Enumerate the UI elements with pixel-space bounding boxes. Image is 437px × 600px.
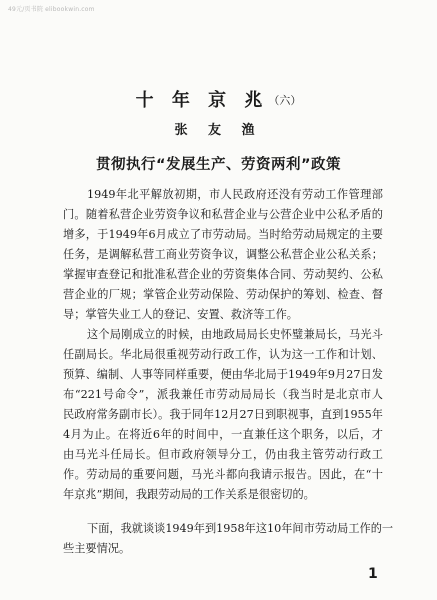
title-part: （六） (268, 94, 302, 107)
paragraph-1-line-4: 任务，是调解私营工商业劳资争议，调整公私营企业公私关系； (63, 248, 383, 261)
paragraph-2-line-1: 这个局刚成立的时候，由地政局局长史怀璧兼局长，马光斗 (87, 328, 383, 341)
paragraph-2-line-7: 由马光斗任局长。但市政府领导分工，仍由我主管劳动行政工 (63, 448, 383, 461)
paragraph-1-line-3: 增多，于1949年6月成立了市劳动局。当时给劳动局规定的主要 (63, 228, 383, 241)
paragraph-2-line-3: 预算、编制、人事等同样重要，便由华北局于1949年9月27日发 (63, 368, 383, 381)
paragraph-1-line-7: 导；掌管失业工人的登记、安置、救济等工作。 (63, 308, 298, 321)
author-name: 张 友 渔 (174, 123, 263, 138)
paragraph-2-line-5: 民政府常务副市长）。我于同年12月27日到职视事，直到1955年 (63, 408, 383, 421)
paragraph-2-line-9: 年京兆”期间，我跟劳动局的工作关系是很密切的。 (63, 488, 315, 501)
paragraph-1-line-1: 1949年北平解放初期，市人民政府还没有劳动工作管理部 (87, 188, 383, 201)
paragraph-1-line-6: 营企业的厂规；掌管企业劳动保险、劳动保护的筹划、检查、督 (63, 288, 383, 301)
paragraph-1-line-2: 门。随着私营企业劳资争议和私营企业与公营企业中公私矛盾的 (63, 208, 383, 221)
page-number: 1 (368, 566, 378, 582)
watermark: 49元/页书院 elibookwin.com (8, 6, 95, 13)
paragraph-2-line-6: 4月为止。在将近6年的时间中，一直兼任这个职务，以后，才 (63, 428, 383, 441)
paragraph-2-line-4: 布“221号命令”，派我兼任市劳动局局长（我当时是北京市人 (63, 388, 383, 401)
paragraph-3-line-2: 些主要情况。 (63, 542, 131, 555)
paragraph-1-line-5: 掌握审查登记和批准私营企业的劳资集体合同、劳动契约、公私 (63, 268, 383, 281)
page-title (0, 86, 437, 112)
paragraph-3-line-1: 下面，我就谈谈1949年到1958年这10年间市劳动局工作的一 (87, 522, 394, 535)
paragraph-2-line-2: 任副局长。华北局很重视劳动行政工作，认为这一工作和计划、 (63, 348, 383, 361)
title-text: 十 年 京 兆 (135, 90, 269, 111)
section-heading: 贯彻执行“发展生产、劳资两利”政策 (95, 157, 342, 173)
paragraph-2-line-8: 作。劳动局的重要问题，马光斗都向我请示报告。因此，在“十 (63, 468, 383, 481)
